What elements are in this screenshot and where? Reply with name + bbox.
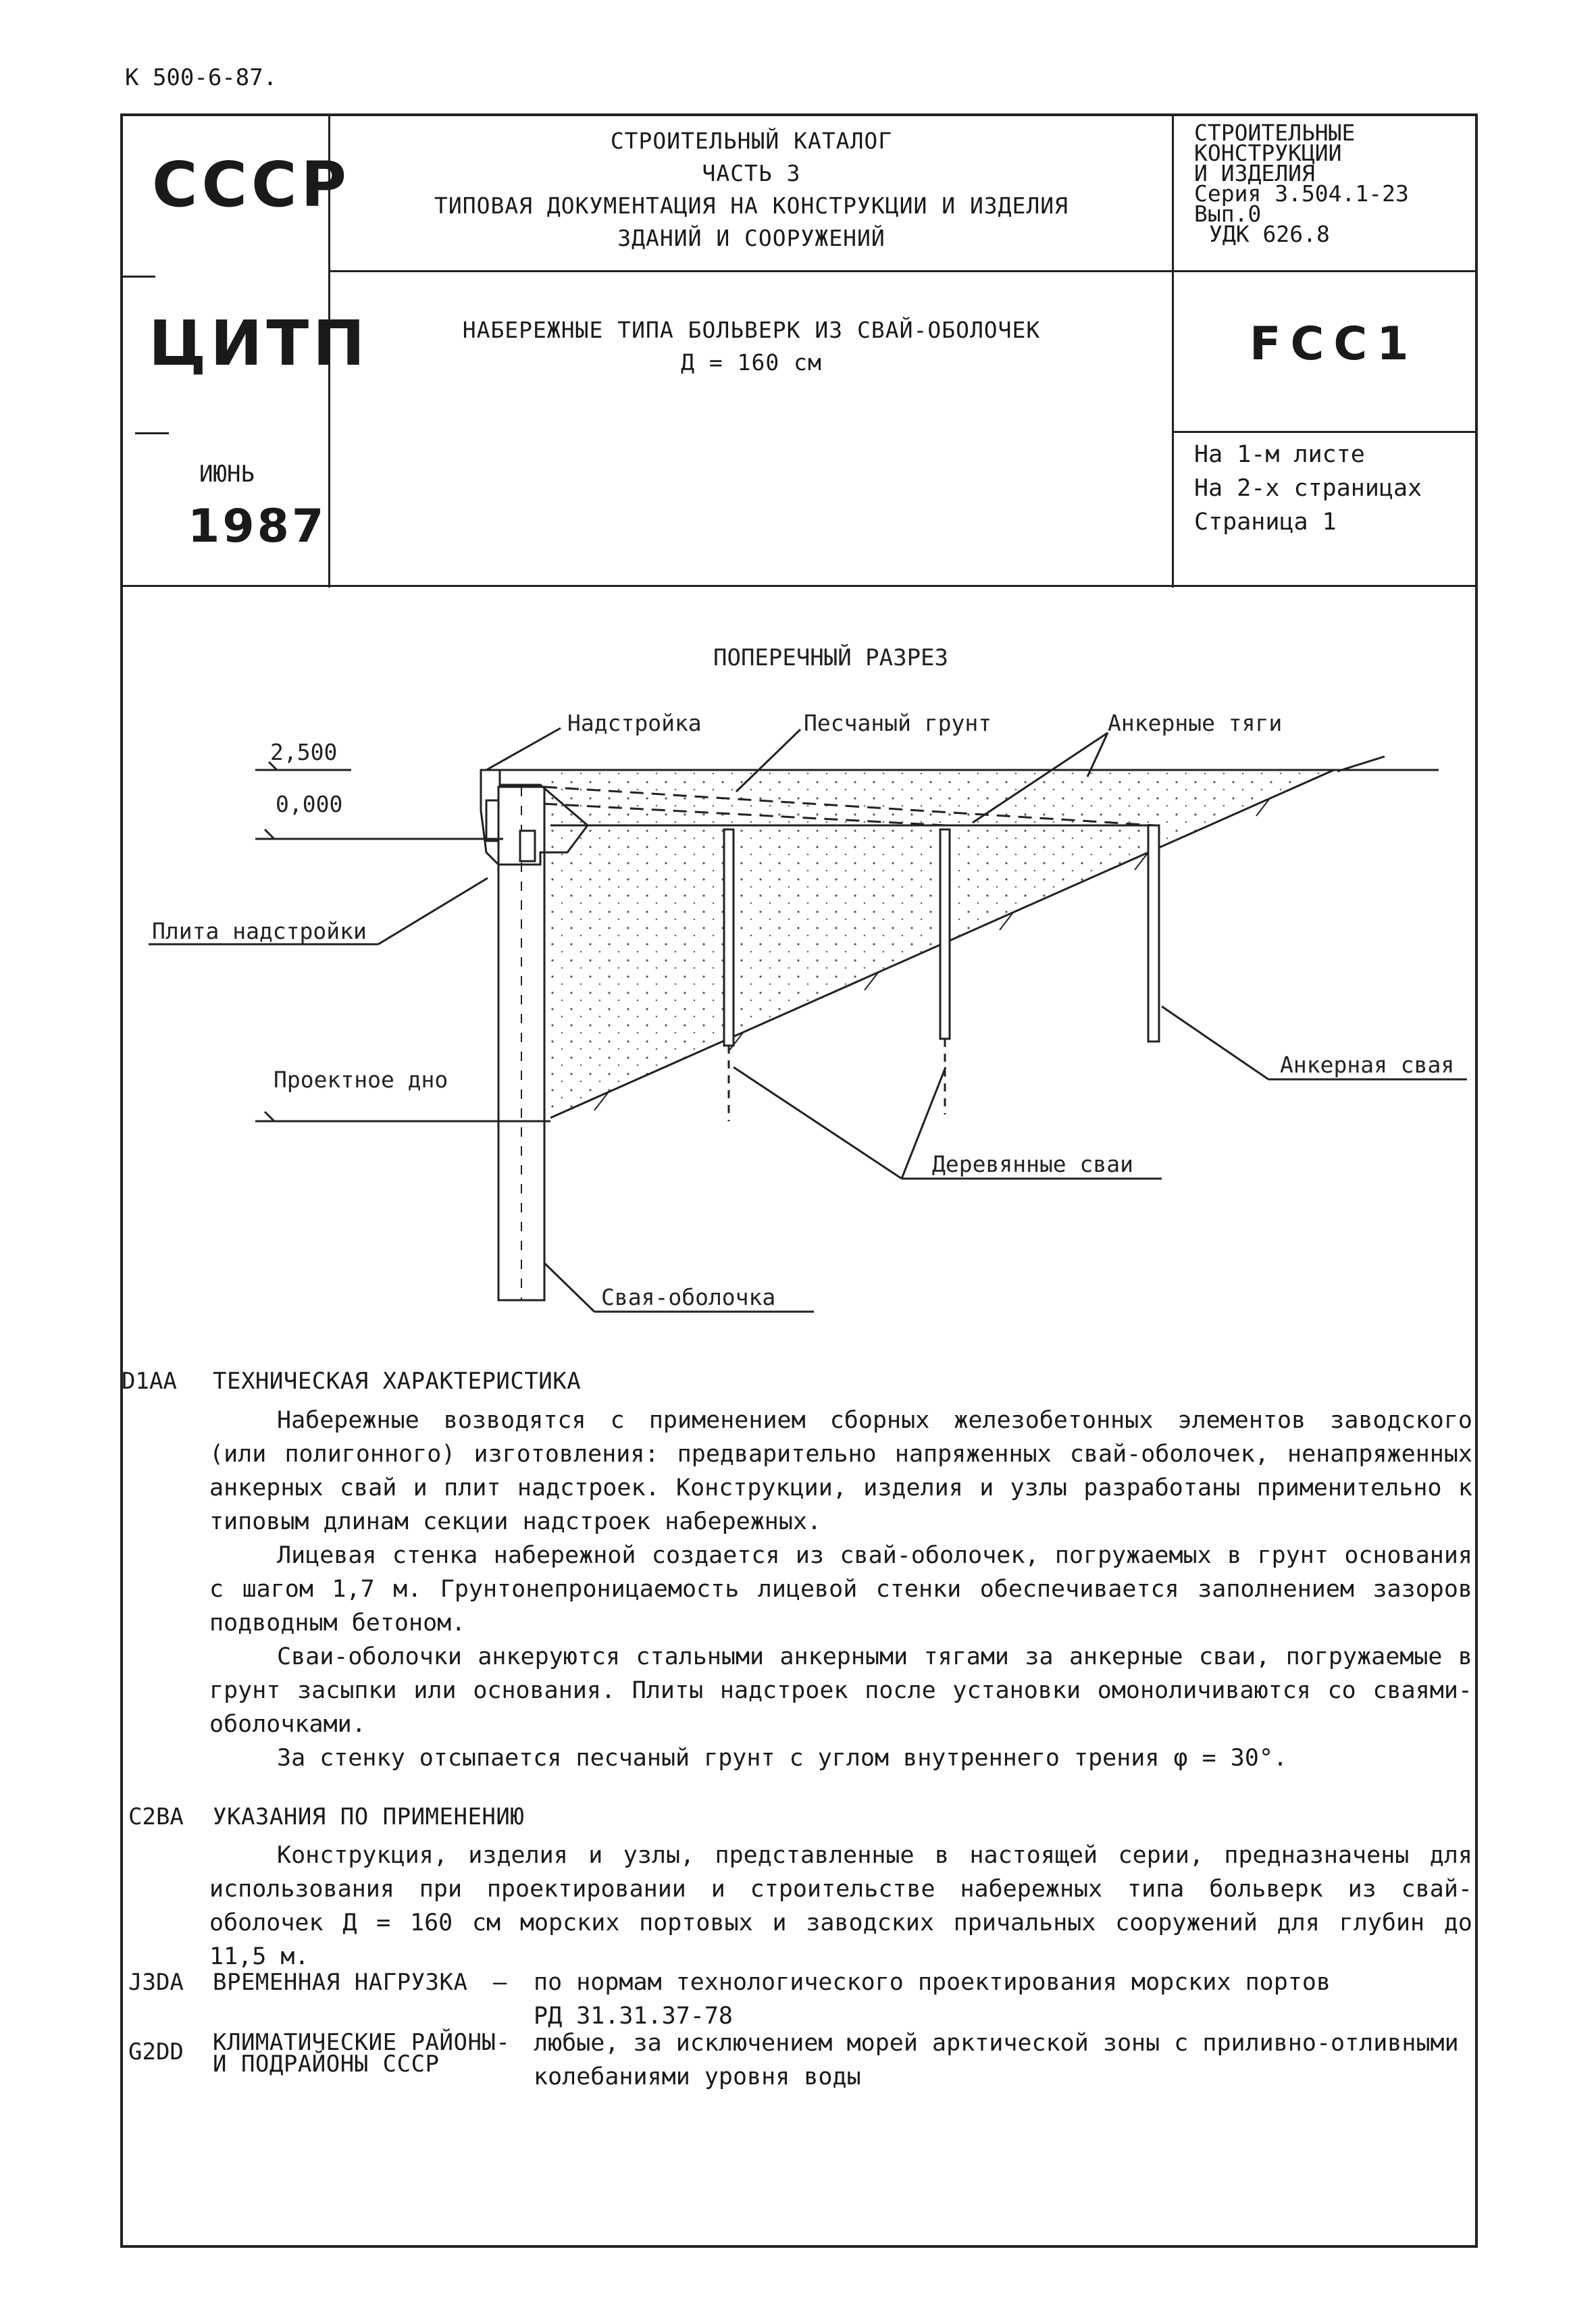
spec-value-1-line-2: РД 31.31.37-78 xyxy=(534,2003,733,2030)
catalog-line-3: ТИПОВАЯ ДОКУМЕНТАЦИЯ НА КОНСТРУКЦИИ И ИЗДЕЛИЯ xyxy=(434,192,1069,219)
sand-fill-area xyxy=(496,770,1334,1118)
series-line-1: СТРОИТЕЛЬНЫЕ xyxy=(1194,120,1356,146)
section-2-paragraph-1 xyxy=(209,1839,1472,1974)
spec-code-1: J3DA xyxy=(128,1969,184,1996)
document-reference: К 500-6-87. xyxy=(125,64,278,91)
section-2-paragraph-1-text: Конструкция, изделия и узлы, представленные в настоящей серии, предназначены для использования при проектировании и строительстве набережных типа больверк из свай-оболочек Д = 160 см морских портовых и заводских причальных сооружений для глубин до 11,5 м. xyxy=(209,1842,1472,1970)
timber-pile-2 xyxy=(940,829,950,1039)
spec-label-2-line-1: КЛИМАТИЧЕСКИЕ РАЙОНЫ- xyxy=(213,2029,511,2056)
series-line-6: УДК 626.8 xyxy=(1209,221,1330,247)
leader-slab xyxy=(378,878,488,944)
catalog-line-1: СТРОИТЕЛЬНЫЙ КАТАЛОГ xyxy=(610,128,893,154)
elevation-top: 2,500 xyxy=(270,739,338,765)
leader-shell-pile xyxy=(544,1263,594,1312)
label-slab: Плита надстройки xyxy=(152,918,367,944)
spec-label-1: ВРЕМЕННАЯ НАГРУЗКА xyxy=(213,1969,468,1996)
label-timber-piles: Деревянные сваи xyxy=(932,1151,1134,1177)
section-1-paragraph-1-text: Набережные возводятся с применением сборных железобетонных элементов заводского (или полигонного) изготовления: предварительно напряженных свай-оболочек, ненапряженных анкерных свай и плит надстроек. Конструкции, изделия и узлы разработаны применительно к типовым длинам секции надстроек набережных. xyxy=(209,1407,1472,1535)
label-sandy-soil: Песчаный грунт xyxy=(804,710,992,736)
spec-value-2-line-1: любые, за исключением морей арктической зоны с приливно-отливными xyxy=(534,2030,1459,2057)
org-citp: ЦИТП xyxy=(149,307,369,380)
catalog-line-2: ЧАСТЬ 3 xyxy=(702,160,801,186)
series-line-4: Серия 3.504.1-23 xyxy=(1194,180,1409,207)
label-anchor-rods: Анкерные тяги xyxy=(1108,710,1283,736)
spec-dash-1: – xyxy=(493,1969,507,1996)
section-1-paragraph-4 xyxy=(209,1741,1472,1775)
spec-code-2: G2DD xyxy=(128,2038,184,2065)
drawing-title: ПОПЕРЕЧНЫЙ РАЗРЕЗ xyxy=(713,644,948,671)
label-superstructure: Надстройка xyxy=(567,710,702,736)
label-shell-pile: Свая-оболочка xyxy=(601,1284,776,1310)
document-subtitle: Д = 160 см xyxy=(681,349,822,376)
spec-value-1 xyxy=(534,1965,1466,2033)
elevation-zero: 0,000 xyxy=(276,791,343,817)
document-title: НАБЕРЕЖНЫЕ ТИПА БОЛЬВЕРК ИЗ СВАЙ-ОБОЛОЧЕК xyxy=(462,317,1041,343)
anchor-pile xyxy=(1148,825,1159,1042)
section-1-paragraph-1 xyxy=(209,1404,1472,1539)
section-code-2: C2BA xyxy=(128,1803,184,1830)
classification-code: FCC1 xyxy=(1250,317,1418,371)
section-1-paragraph-3 xyxy=(209,1640,1472,1741)
spec-label-2-line-2: И ПОДРАЙОНЫ СССР xyxy=(213,2051,440,2078)
section-title-1: ТЕХНИЧЕСКАЯ ХАРАКТЕРИСТИКА xyxy=(213,1368,582,1395)
spec-label-2 xyxy=(213,2029,511,2078)
section-1-paragraph-2 xyxy=(209,1539,1472,1640)
org-ussr: СССР xyxy=(152,149,351,221)
spec-value-2 xyxy=(534,2026,1466,2094)
leader-anchor-pile xyxy=(1162,1006,1268,1079)
section-title-2: УКАЗАНИЯ ПО ПРИМЕНЕНИЮ xyxy=(213,1803,525,1830)
issue-month: ИЮНЬ xyxy=(199,461,255,488)
pages-line-1: На 1-м листе xyxy=(1194,441,1365,468)
series-line-5: Вып.0 xyxy=(1194,201,1262,227)
section-1-paragraph-4-text: За стенку отсыпается песчаный грунт с углом внутреннего трения φ = 30°. xyxy=(277,1745,1288,1772)
section-1-paragraph-2-text: Лицевая стенка набережной создается из свай-оболочек, погружаемых в грунт основания с шагом 1,7 м. Грунтонепроницаемость лицевой стенки обеспечивается заполнением зазоров подводным бетоном. xyxy=(209,1542,1472,1637)
catalog-line-4: ЗДАНИЙ И СООРУЖЕНИЙ xyxy=(617,225,885,251)
section-body-1 xyxy=(209,1404,1472,1775)
issue-year: 1987 xyxy=(188,500,327,553)
pages-line-3: Страница 1 xyxy=(1194,509,1337,536)
label-design-bottom: Проектное дно xyxy=(274,1066,448,1093)
section-1-paragraph-3-text: Сваи-оболочки анкеруются стальными анкерными тягами за анкерные сваи, погружаемые в грунт засыпки или основания. Плиты надстроек после установки омоноличиваются со сваями-оболочками. xyxy=(209,1643,1472,1738)
leader-superstructure xyxy=(486,728,561,770)
pages-line-2: На 2-х страницах xyxy=(1194,475,1422,502)
spec-value-2-line-2: колебаниями уровня воды xyxy=(534,2063,861,2090)
timber-pile-1 xyxy=(724,829,733,1046)
section-code-1: D1AA xyxy=(122,1368,177,1395)
label-anchor-pile: Анкерная свая xyxy=(1280,1052,1455,1078)
leader-timber-1 xyxy=(733,1067,902,1179)
series-line-3: И ИЗДЕЛИЯ xyxy=(1194,160,1315,186)
spec-value-1-line-1: по нормам технологического проектирования морских портов xyxy=(534,1969,1331,1996)
section-body-2 xyxy=(209,1839,1472,1974)
series-line-2: КОНСТРУКЦИИ xyxy=(1194,140,1342,166)
